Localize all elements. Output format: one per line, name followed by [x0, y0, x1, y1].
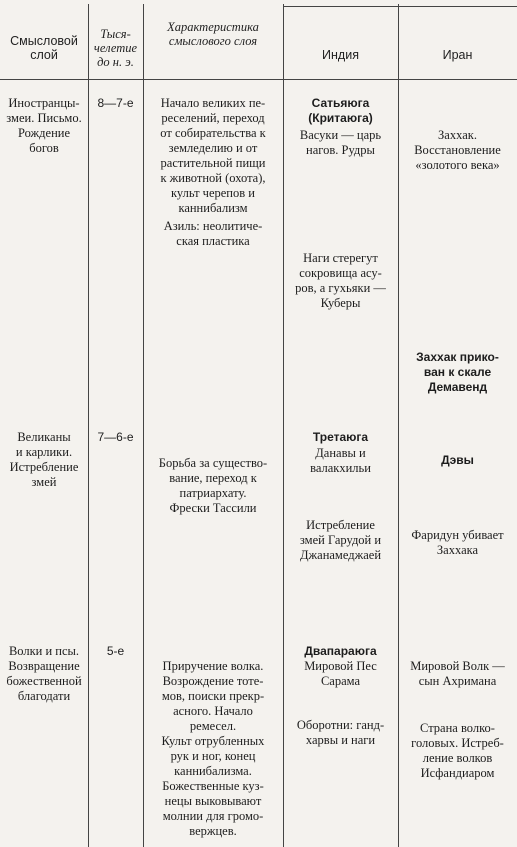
row1-india-1: Васуки — царь нагов. Рудры — [299, 128, 382, 157]
header-layer: Смысловой слой — [10, 34, 78, 62]
row3-india-2: Оборотни: ганд- харвы и наги — [296, 718, 385, 747]
row2-characteristic-1: Борьба за существо- вание, переход к патриархату. Фрески Тассили — [158, 456, 268, 515]
header-characteristic: Характеристика смыслового слоя — [167, 20, 259, 48]
header-iran: Иран — [442, 48, 473, 62]
row1-india-title: Сатьяюга (Критаюга) — [308, 96, 373, 125]
header-bottom-rule — [0, 79, 517, 80]
row2-india-2: Истребление змей Гарудой и Джанамеджаей — [299, 518, 382, 562]
row2-iran-2: Фаридун убивает Заххака — [411, 528, 504, 557]
row3-layer: Волки и псы. Возвращение божественной благодати — [6, 644, 82, 703]
header-millennium: Тыся- челетие до н. э. — [93, 27, 138, 69]
row2-layer: Великаны и карлики. Истребление змей — [9, 430, 79, 489]
row3-millennium: 5-е — [106, 644, 125, 658]
row3-india-title: Двапараюга — [304, 644, 377, 658]
header-top-rule — [283, 6, 517, 7]
row2-india-1: Данавы и валакхильи — [310, 446, 371, 475]
row3-characteristic-1: Приручение волка. Возрождение тоте- мов, поиски прекр- асного. Начало ремесел. Культ отрубленных рук и ног, конец каннибализма. Божественные куз- нецы выковывают молнии для громо- вержцев. — [161, 659, 265, 838]
header-india: Индия — [322, 48, 359, 62]
row3-iran-2: Страна волко- головых. Истреб- ление волков Исфандиаром — [411, 721, 504, 780]
row2-iran-1: Дэвы — [441, 453, 474, 467]
row3-iran-1: Мировой Волк — сын Ахримана — [410, 659, 505, 688]
row3-india-1: Мировой Пес Сарама — [304, 659, 377, 688]
row2-millennium: 7—6-е — [97, 430, 134, 444]
row1-iran-2: Заххак прико- ван к скале Демавенд — [416, 350, 499, 394]
column-rule-1 — [88, 4, 89, 847]
row2-india-title: Третаюга — [312, 430, 369, 444]
row1-characteristic-2: Азиль: неолитиче- ская пластика — [163, 219, 263, 248]
row1-iran-1: Заххак. Восстановление «золотого века» — [414, 128, 501, 172]
row1-india-2: Наги стерегут сокровища асу- ров, а гухьяки — Куберы — [295, 251, 386, 310]
row1-millennium: 8—7-е — [97, 96, 134, 110]
row1-characteristic-1: Начало великих пе- реселений, переход от собирательства к земледелию и от растительной пищи к животной (охота), культ черепов и каннибализм — [160, 96, 266, 215]
row1-layer: Иностранцы- змеи. Письмо. Рождение богов — [6, 96, 82, 155]
